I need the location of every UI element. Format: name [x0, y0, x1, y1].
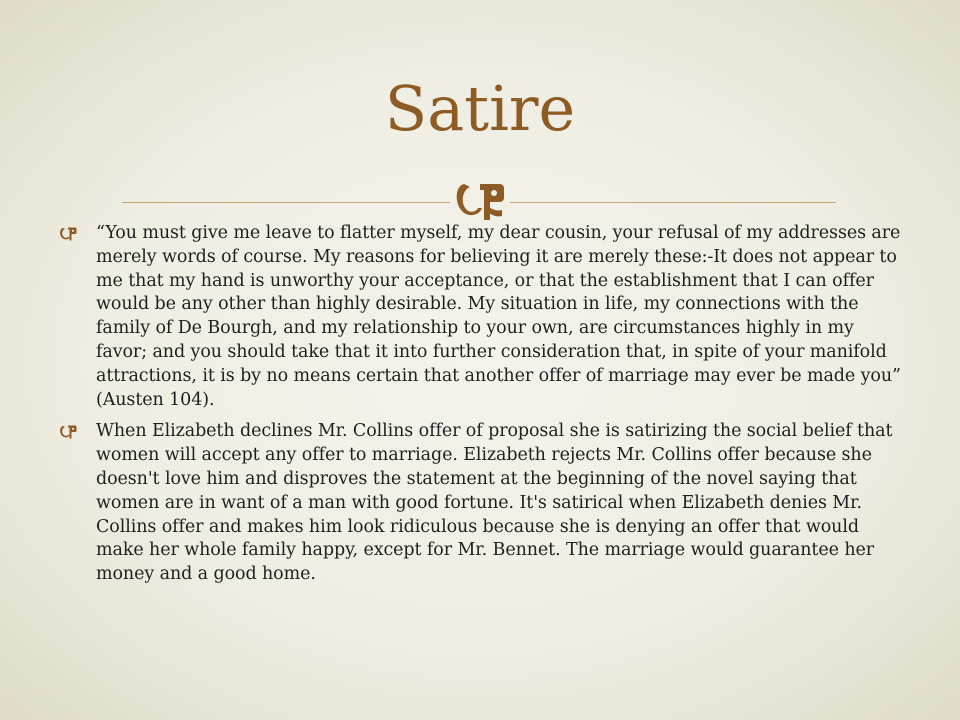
slide-title: Satire	[384, 72, 576, 145]
bullet-list	[58, 222, 908, 595]
fleuron-ornament-icon	[450, 178, 510, 226]
list-item	[58, 420, 908, 587]
list-item	[58, 222, 908, 412]
fleuron-bullet-icon	[58, 226, 78, 242]
bullet-text: “You must give me leave to flatter myself, my dear cousin, your refusal of my addresses are merely words of course. My reasons for believing it are merely these:-It does not appear to me that my hand is unworthy your acceptance, or that the establishment that I can offer would be any other than highly desirable. My situation in life, my connections with the family of De Bourgh, and my relationship to your own, are circumstances highly in my favor; and you should take that it into further consideration that, in spite of your manifold attractions, it is by no means certain that another offer of marriage may ever be made you” (Austen 104).	[96, 223, 901, 410]
bullet-text: When Elizabeth declines Mr. Collins offer of proposal she is satirizing the social belief that women will accept any offer to marriage. Elizabeth rejects Mr. Collins offer because she doesn't love him and disproves the statement at the beginning of the novel saying that women are in want of a man with good fortune. It's satirical when Elizabeth denies Mr. Collins offer and makes him look ridiculous because she is denying an offer that would make her whole family happy, except for Mr. Bennet. The marriage would guarantee her money and a good home.	[96, 421, 893, 585]
fleuron-bullet-icon	[58, 424, 78, 440]
